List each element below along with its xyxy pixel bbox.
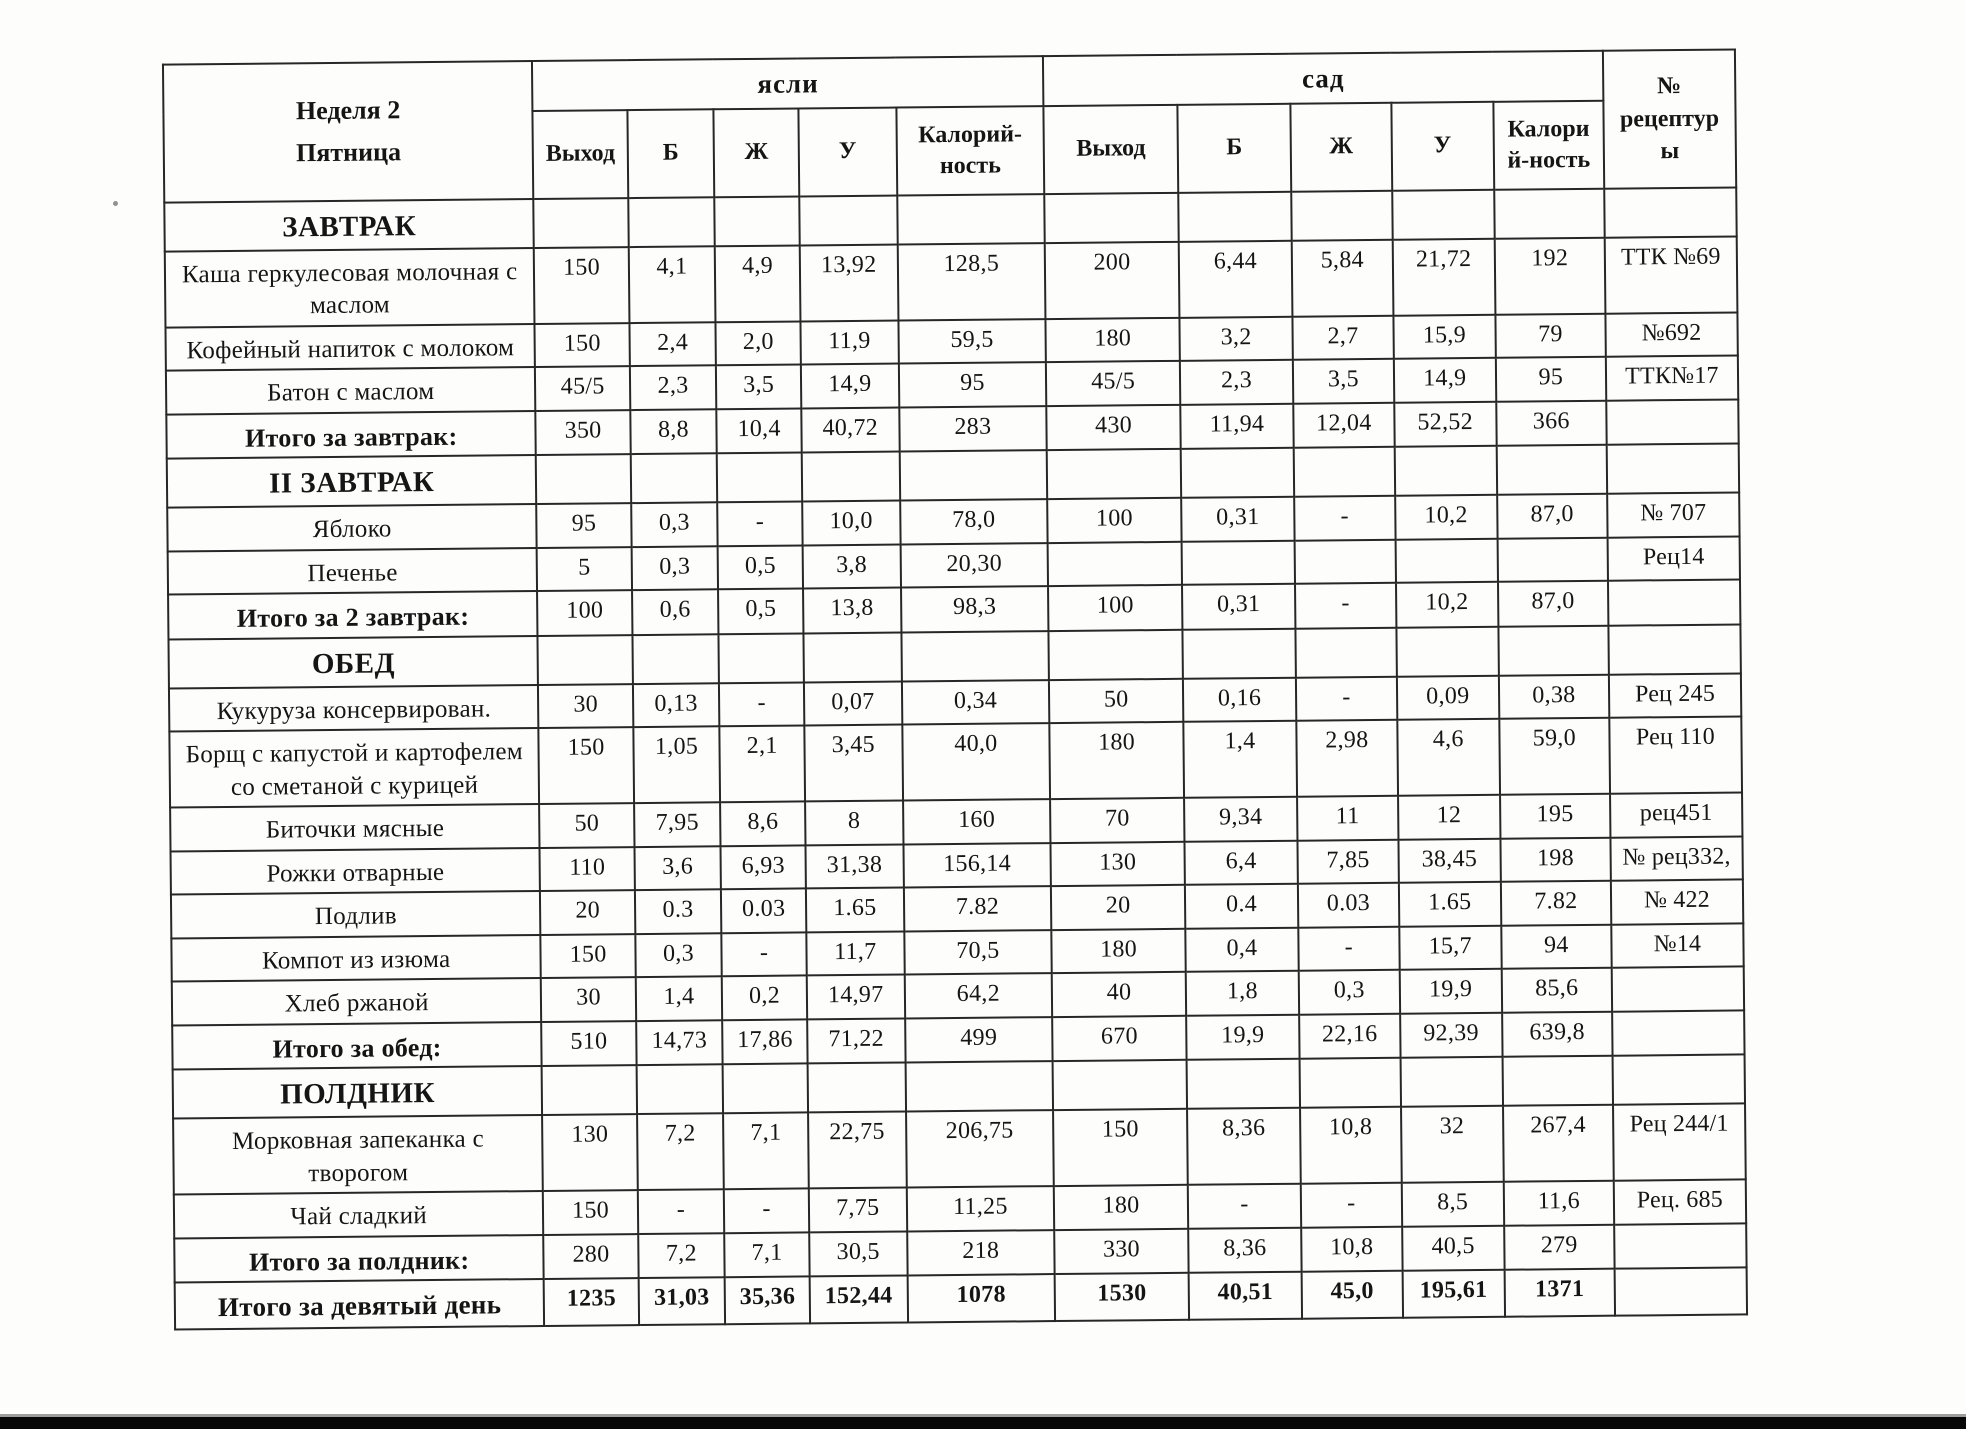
value-cell: 94 (1501, 924, 1611, 969)
value-cell: 7,75 (809, 1188, 907, 1232)
value-cell: 31,38 (806, 844, 904, 888)
value-cell: 30,5 (809, 1231, 907, 1277)
value-cell: 45/5 (535, 366, 630, 410)
value-cell: 15,7 (1399, 925, 1502, 969)
value-cell: 40,51 (1189, 1272, 1303, 1319)
recipe-cell: Рец14 (1607, 536, 1740, 581)
group-kindergarten-header: сад (1043, 51, 1603, 106)
value-cell: 130 (1051, 841, 1185, 886)
recipe-cell (1614, 1223, 1747, 1269)
value-cell: 283 (899, 406, 1047, 452)
recipe-cell: № 422 (1611, 880, 1744, 925)
value-cell: 59,5 (898, 319, 1046, 364)
value-cell (802, 452, 900, 502)
value-cell: 2,0 (716, 321, 801, 365)
value-cell: 110 (540, 847, 635, 891)
value-cell: 3,45 (804, 725, 902, 802)
value-cell (1497, 445, 1607, 495)
value-cell: 1.65 (806, 888, 904, 932)
value-cell: 50 (1049, 678, 1183, 723)
dish-name: Итого за полдник: (174, 1235, 544, 1283)
value-cell: 350 (536, 410, 631, 456)
value-cell: 1371 (1504, 1269, 1614, 1316)
value-cell: 0,31 (1181, 497, 1295, 542)
col-header-kindergarten-zh: Ж (1290, 103, 1391, 192)
value-cell: 0,34 (901, 680, 1049, 725)
value-cell: 670 (1052, 1015, 1186, 1061)
value-cell (1498, 626, 1608, 676)
value-cell: 59,0 (1499, 718, 1610, 795)
table-header (163, 49, 1736, 202)
week-label: Неделя 2 (295, 95, 401, 126)
value-cell: 100 (1048, 585, 1182, 631)
value-cell: 14,9 (1394, 358, 1497, 402)
value-cell: 19,9 (1399, 969, 1502, 1013)
value-cell (1181, 448, 1295, 498)
value-cell: - (1298, 926, 1399, 970)
value-cell: 1,4 (1183, 721, 1297, 798)
recipe-cell (1612, 1055, 1745, 1105)
value-cell (1182, 629, 1296, 679)
value-cell: 8,8 (630, 409, 717, 455)
recipe-cell: № 707 (1607, 493, 1740, 538)
value-cell: 279 (1504, 1224, 1614, 1270)
value-cell: 10,0 (802, 501, 900, 545)
value-cell: 0.03 (721, 889, 806, 933)
dish-name: Яблоко (167, 504, 537, 551)
value-cell: 40,5 (1402, 1225, 1505, 1271)
value-cell: 1530 (1055, 1273, 1189, 1320)
value-cell: 0,16 (1183, 677, 1297, 722)
value-cell: 87,0 (1497, 494, 1607, 539)
value-cell: 87,0 (1498, 581, 1608, 627)
document-sheet (168, 56, 1742, 1323)
value-cell: 19,9 (1186, 1014, 1300, 1060)
value-cell: 8,5 (1401, 1182, 1504, 1226)
recipe-cell: Рец 110 (1609, 717, 1742, 794)
value-cell: 11,25 (906, 1186, 1054, 1231)
dish-name: Хлеб ржаной (172, 978, 542, 1025)
dish-name: Компот из изюма (171, 935, 541, 982)
value-cell: - (1294, 496, 1395, 540)
value-cell: 180 (1046, 318, 1180, 363)
value-cell: 366 (1496, 400, 1606, 446)
dish-name: Итого за 2 завтрак: (168, 591, 538, 639)
recipe-cell (1608, 624, 1741, 674)
value-cell: 330 (1054, 1228, 1188, 1274)
value-cell (1295, 539, 1396, 583)
col-header-kindergarten-b: Б (1177, 104, 1291, 193)
value-cell: 8,36 (1187, 1108, 1301, 1185)
value-cell: 30 (538, 684, 633, 728)
value-cell (1053, 1060, 1187, 1110)
value-cell: 0,4 (1185, 927, 1299, 972)
value-cell: 180 (1050, 722, 1184, 799)
value-cell: 45/5 (1046, 361, 1180, 406)
dish-name: Кукуруза консервирован. (169, 685, 539, 732)
value-cell: 11,6 (1504, 1181, 1614, 1226)
value-cell: 3,5 (1293, 359, 1394, 403)
col-header-kindergarten-kcal: Калори й-ность (1493, 101, 1604, 190)
value-cell: 1235 (544, 1279, 639, 1326)
value-cell: 52,52 (1394, 401, 1497, 447)
value-cell: 0.4 (1185, 884, 1299, 929)
dish-name: Биточки мясные (170, 804, 540, 851)
value-cell: - (717, 502, 802, 546)
value-cell (799, 196, 897, 246)
value-cell: 0,3 (631, 502, 718, 546)
value-cell: 0,07 (804, 681, 902, 725)
dish-name: Рожки отварные (171, 848, 541, 895)
value-cell (1502, 1056, 1612, 1106)
value-cell (1300, 1058, 1401, 1108)
recipe-cell: Рец. 685 (1614, 1180, 1747, 1225)
value-cell (632, 634, 719, 684)
value-cell: 11,7 (806, 931, 904, 975)
value-cell: 0.03 (1298, 883, 1399, 927)
value-cell: 9,34 (1184, 797, 1298, 842)
value-cell: 10,4 (716, 408, 801, 454)
value-cell: 6,4 (1184, 840, 1298, 885)
recipe-cell: Рец 245 (1609, 673, 1742, 718)
value-cell: 98,3 (901, 586, 1049, 632)
value-cell (1178, 192, 1292, 242)
value-cell (542, 1066, 637, 1116)
recipe-cell: №14 (1611, 923, 1744, 968)
value-cell: 38,45 (1398, 838, 1501, 882)
value-cell (1186, 1059, 1300, 1109)
value-cell: 7,2 (638, 1233, 725, 1279)
value-cell: 7,1 (724, 1232, 809, 1278)
value-cell: 150 (543, 1190, 638, 1234)
value-cell: 79 (1495, 313, 1605, 358)
recipe-cell (1614, 1268, 1747, 1315)
value-cell: 195,61 (1402, 1270, 1505, 1317)
value-cell: - (1296, 676, 1397, 720)
value-cell: 200 (1045, 242, 1179, 319)
menu-table (162, 48, 1748, 1330)
value-cell: 152,44 (810, 1276, 908, 1323)
value-cell: 85,6 (1502, 968, 1612, 1013)
value-cell (1295, 628, 1396, 678)
value-cell: 45,0 (1302, 1271, 1403, 1318)
value-cell (628, 197, 715, 247)
value-cell: 95 (898, 362, 1046, 407)
recipe-cell (1608, 580, 1741, 626)
value-cell: 198 (1500, 837, 1610, 882)
value-cell: 35,36 (725, 1277, 810, 1324)
value-cell: 639,8 (1502, 1011, 1612, 1057)
value-cell: 150 (541, 934, 636, 978)
value-cell: 499 (905, 1017, 1053, 1063)
recipe-cell (1604, 187, 1737, 237)
col-header-nursery-u: У (798, 108, 896, 197)
value-cell: 11,94 (1180, 403, 1294, 449)
value-cell (1049, 630, 1183, 680)
value-cell: 10,8 (1301, 1226, 1402, 1272)
value-cell: - (724, 1189, 809, 1233)
value-cell: 130 (542, 1114, 637, 1191)
value-cell: 1,8 (1186, 971, 1300, 1016)
value-cell: 10,2 (1396, 582, 1499, 628)
value-cell: 0.3 (635, 889, 722, 933)
dish-name: ОБЕД (168, 636, 538, 688)
dish-name: Борщ с капустой и картофелем со сметаной с курицей (169, 728, 539, 808)
value-cell (1047, 449, 1181, 499)
recipe-cell (1612, 967, 1745, 1012)
value-cell: 2,7 (1292, 315, 1393, 359)
value-cell: 31,03 (638, 1278, 725, 1325)
dish-name: Батон с маслом (166, 367, 536, 414)
value-cell: 13,92 (800, 244, 898, 321)
week-day-header (163, 61, 534, 203)
dish-name: Итого за девятый день (175, 1279, 545, 1329)
value-cell (804, 632, 902, 682)
value-cell: 70 (1050, 798, 1184, 843)
value-cell (534, 198, 629, 248)
value-cell (905, 1062, 1053, 1112)
value-cell (1494, 189, 1604, 239)
dish-name: Кофейный напиток с молоком (165, 324, 535, 371)
value-cell: 150 (539, 727, 634, 804)
value-cell: 4,1 (628, 246, 715, 323)
dish-name: ЗАВТРАК (164, 199, 534, 251)
value-cell: 6,93 (721, 845, 806, 889)
value-cell: 0,09 (1397, 675, 1500, 719)
value-cell: 3,6 (634, 846, 721, 890)
value-cell: 4,6 (1397, 719, 1500, 796)
value-cell: 40 (1052, 972, 1186, 1017)
value-cell (719, 633, 804, 682)
value-cell: - (719, 682, 804, 726)
value-cell: 20 (1051, 885, 1185, 930)
value-cell (723, 1064, 808, 1114)
value-cell (717, 453, 802, 502)
value-cell (536, 455, 631, 505)
value-cell: 21,72 (1392, 238, 1495, 315)
dish-name: Чай сладкий (174, 1191, 544, 1238)
value-cell: 22,75 (808, 1112, 906, 1189)
value-cell: 430 (1047, 405, 1181, 451)
value-cell: 64,2 (904, 973, 1052, 1018)
col-header-kindergarten-vyhod: Выход (1044, 105, 1178, 194)
value-cell: 17,86 (722, 1019, 807, 1065)
value-cell: 2,4 (629, 322, 716, 366)
value-cell: 267,4 (1503, 1105, 1614, 1182)
value-cell: 160 (903, 799, 1051, 844)
day-label: Пятница (295, 137, 402, 168)
value-cell: 71,22 (807, 1018, 905, 1064)
value-cell: 0,3 (635, 933, 722, 977)
value-cell: 1.65 (1399, 882, 1502, 926)
recipe-cell (1607, 444, 1740, 494)
value-cell: 95 (1496, 357, 1606, 402)
value-cell: 7,95 (634, 802, 721, 846)
value-cell (1392, 190, 1495, 240)
value-cell (899, 451, 1047, 501)
value-cell: 0,5 (718, 589, 803, 635)
value-cell: 0,38 (1499, 674, 1609, 719)
value-cell: 2,3 (630, 365, 717, 409)
value-cell: 3,8 (803, 544, 901, 588)
value-cell: - (1301, 1183, 1402, 1227)
dish-name: Итого за завтрак: (166, 411, 536, 459)
value-cell: 15,9 (1393, 314, 1496, 358)
value-cell: 218 (907, 1230, 1055, 1276)
value-cell: 14,73 (636, 1020, 723, 1066)
value-cell: 1078 (907, 1275, 1055, 1323)
value-cell: 3,2 (1179, 316, 1293, 361)
recipe-cell: ТТК№17 (1606, 356, 1739, 401)
value-cell: 8,6 (720, 802, 805, 846)
value-cell (1294, 447, 1395, 497)
value-cell: 180 (1052, 928, 1186, 973)
recipe-cell: №692 (1605, 312, 1738, 357)
value-cell: 20 (540, 890, 635, 934)
value-cell (636, 1065, 723, 1115)
value-cell: - (1188, 1184, 1302, 1229)
value-cell (714, 196, 799, 245)
value-cell: 0,13 (633, 683, 720, 727)
value-cell (1395, 538, 1498, 582)
col-header-nursery-zh: Ж (714, 108, 800, 197)
value-cell (1396, 627, 1499, 677)
value-cell: 92,39 (1400, 1012, 1503, 1058)
value-cell (1394, 446, 1497, 496)
value-cell: 150 (1053, 1109, 1187, 1186)
value-cell: 11,9 (801, 320, 899, 364)
value-cell (901, 631, 1049, 681)
dish-name: ПОЛДНИК (173, 1066, 543, 1118)
value-cell: 510 (542, 1021, 637, 1067)
value-cell: - (638, 1189, 725, 1233)
value-cell: 22,16 (1299, 1013, 1400, 1059)
value-cell: 280 (544, 1234, 639, 1280)
value-cell: 20,30 (900, 543, 1048, 588)
value-cell: 3,5 (716, 365, 801, 409)
value-cell: 7.82 (1501, 881, 1611, 926)
dish-name: Итого за обед: (172, 1022, 542, 1070)
dish-name: Подлив (171, 891, 541, 938)
menu-table-body (164, 187, 1747, 1329)
value-cell: 0,6 (632, 589, 719, 635)
value-cell (630, 454, 717, 504)
recipe-cell: рец451 (1610, 793, 1743, 838)
value-cell: 7,1 (723, 1113, 809, 1190)
value-cell: 2,98 (1296, 720, 1397, 797)
value-cell: 5 (537, 547, 632, 591)
value-cell: 2,1 (720, 726, 806, 803)
value-cell: 70,5 (904, 930, 1052, 975)
value-cell: 78,0 (900, 499, 1048, 544)
col-header-kindergarten-u: У (1391, 102, 1494, 191)
value-cell: 4,9 (715, 245, 801, 322)
value-cell: 100 (1047, 498, 1181, 543)
value-cell: 8 (805, 801, 903, 845)
recipe-cell: ТТК №69 (1605, 236, 1738, 313)
value-cell: - (1295, 583, 1396, 629)
value-cell: 11 (1297, 796, 1398, 840)
recipe-cell (1606, 399, 1739, 445)
group-nursery-header: ясли (532, 56, 1043, 111)
value-cell: 156,14 (903, 843, 1051, 888)
value-cell: 0,3 (1299, 970, 1400, 1014)
value-cell: 206,75 (906, 1110, 1054, 1187)
value-cell: 8,36 (1188, 1227, 1302, 1273)
recipe-column-header: № рецептур ы (1603, 49, 1736, 188)
scan-speck-artifact (113, 201, 118, 206)
value-cell: 0,5 (718, 545, 803, 589)
recipe-cell (1612, 1010, 1745, 1056)
value-cell: 30 (541, 977, 636, 1021)
value-cell: 10,2 (1395, 495, 1498, 539)
value-cell: 13,8 (803, 588, 901, 634)
value-cell: - (722, 932, 807, 976)
value-cell: 192 (1495, 237, 1606, 314)
value-cell: 5,84 (1292, 239, 1393, 316)
dish-name: Каша геркулесовая молочная с маслом (165, 248, 535, 328)
value-cell (1181, 540, 1295, 585)
value-cell: 10,8 (1300, 1107, 1401, 1184)
value-cell: 7,2 (637, 1113, 724, 1190)
value-cell: 1,05 (633, 726, 720, 803)
col-header-nursery-vyhod: Выход (533, 110, 628, 199)
value-cell (897, 194, 1045, 244)
value-cell: 14,9 (801, 364, 899, 408)
value-cell: 32 (1401, 1106, 1504, 1183)
value-cell: 95 (537, 503, 632, 547)
value-cell: 2,3 (1180, 360, 1294, 405)
value-cell (538, 635, 633, 685)
value-cell: 0,3 (631, 546, 718, 590)
value-cell: 40,0 (902, 723, 1050, 800)
value-cell (1291, 191, 1392, 241)
value-cell: 12,04 (1293, 402, 1394, 448)
dish-name: Морковная запеканка с творогом (173, 1115, 543, 1195)
value-cell: 180 (1054, 1185, 1188, 1230)
value-cell: 150 (534, 247, 629, 324)
scan-edge-bar (0, 1417, 1966, 1429)
col-header-nursery-b: Б (627, 109, 714, 198)
value-cell: 0,2 (722, 976, 807, 1020)
value-cell (1045, 193, 1179, 243)
value-cell: 0,31 (1182, 584, 1296, 630)
value-cell: 195 (1500, 794, 1610, 839)
col-header-nursery-kcal: Калорий- ность (896, 106, 1045, 195)
value-cell: 6,44 (1179, 240, 1293, 317)
value-cell: 40,72 (801, 407, 899, 453)
value-cell: 7.82 (903, 886, 1051, 931)
value-cell (1400, 1057, 1503, 1107)
value-cell (1048, 541, 1182, 586)
value-cell: 14,97 (807, 975, 905, 1019)
value-cell (1497, 537, 1607, 582)
dish-name: Печенье (168, 548, 538, 595)
value-cell: 50 (540, 803, 635, 847)
value-cell (808, 1063, 906, 1113)
value-cell: 12 (1398, 795, 1501, 839)
value-cell: 7,85 (1298, 839, 1399, 883)
value-cell: 1,4 (635, 976, 722, 1020)
value-cell: 150 (535, 323, 630, 367)
dish-name: II ЗАВТРАК (167, 455, 537, 507)
recipe-cell: № рец332, (1610, 836, 1743, 881)
recipe-cell: Рец 244/1 (1613, 1104, 1746, 1181)
value-cell: 128,5 (897, 243, 1045, 320)
value-cell: 100 (537, 590, 632, 636)
